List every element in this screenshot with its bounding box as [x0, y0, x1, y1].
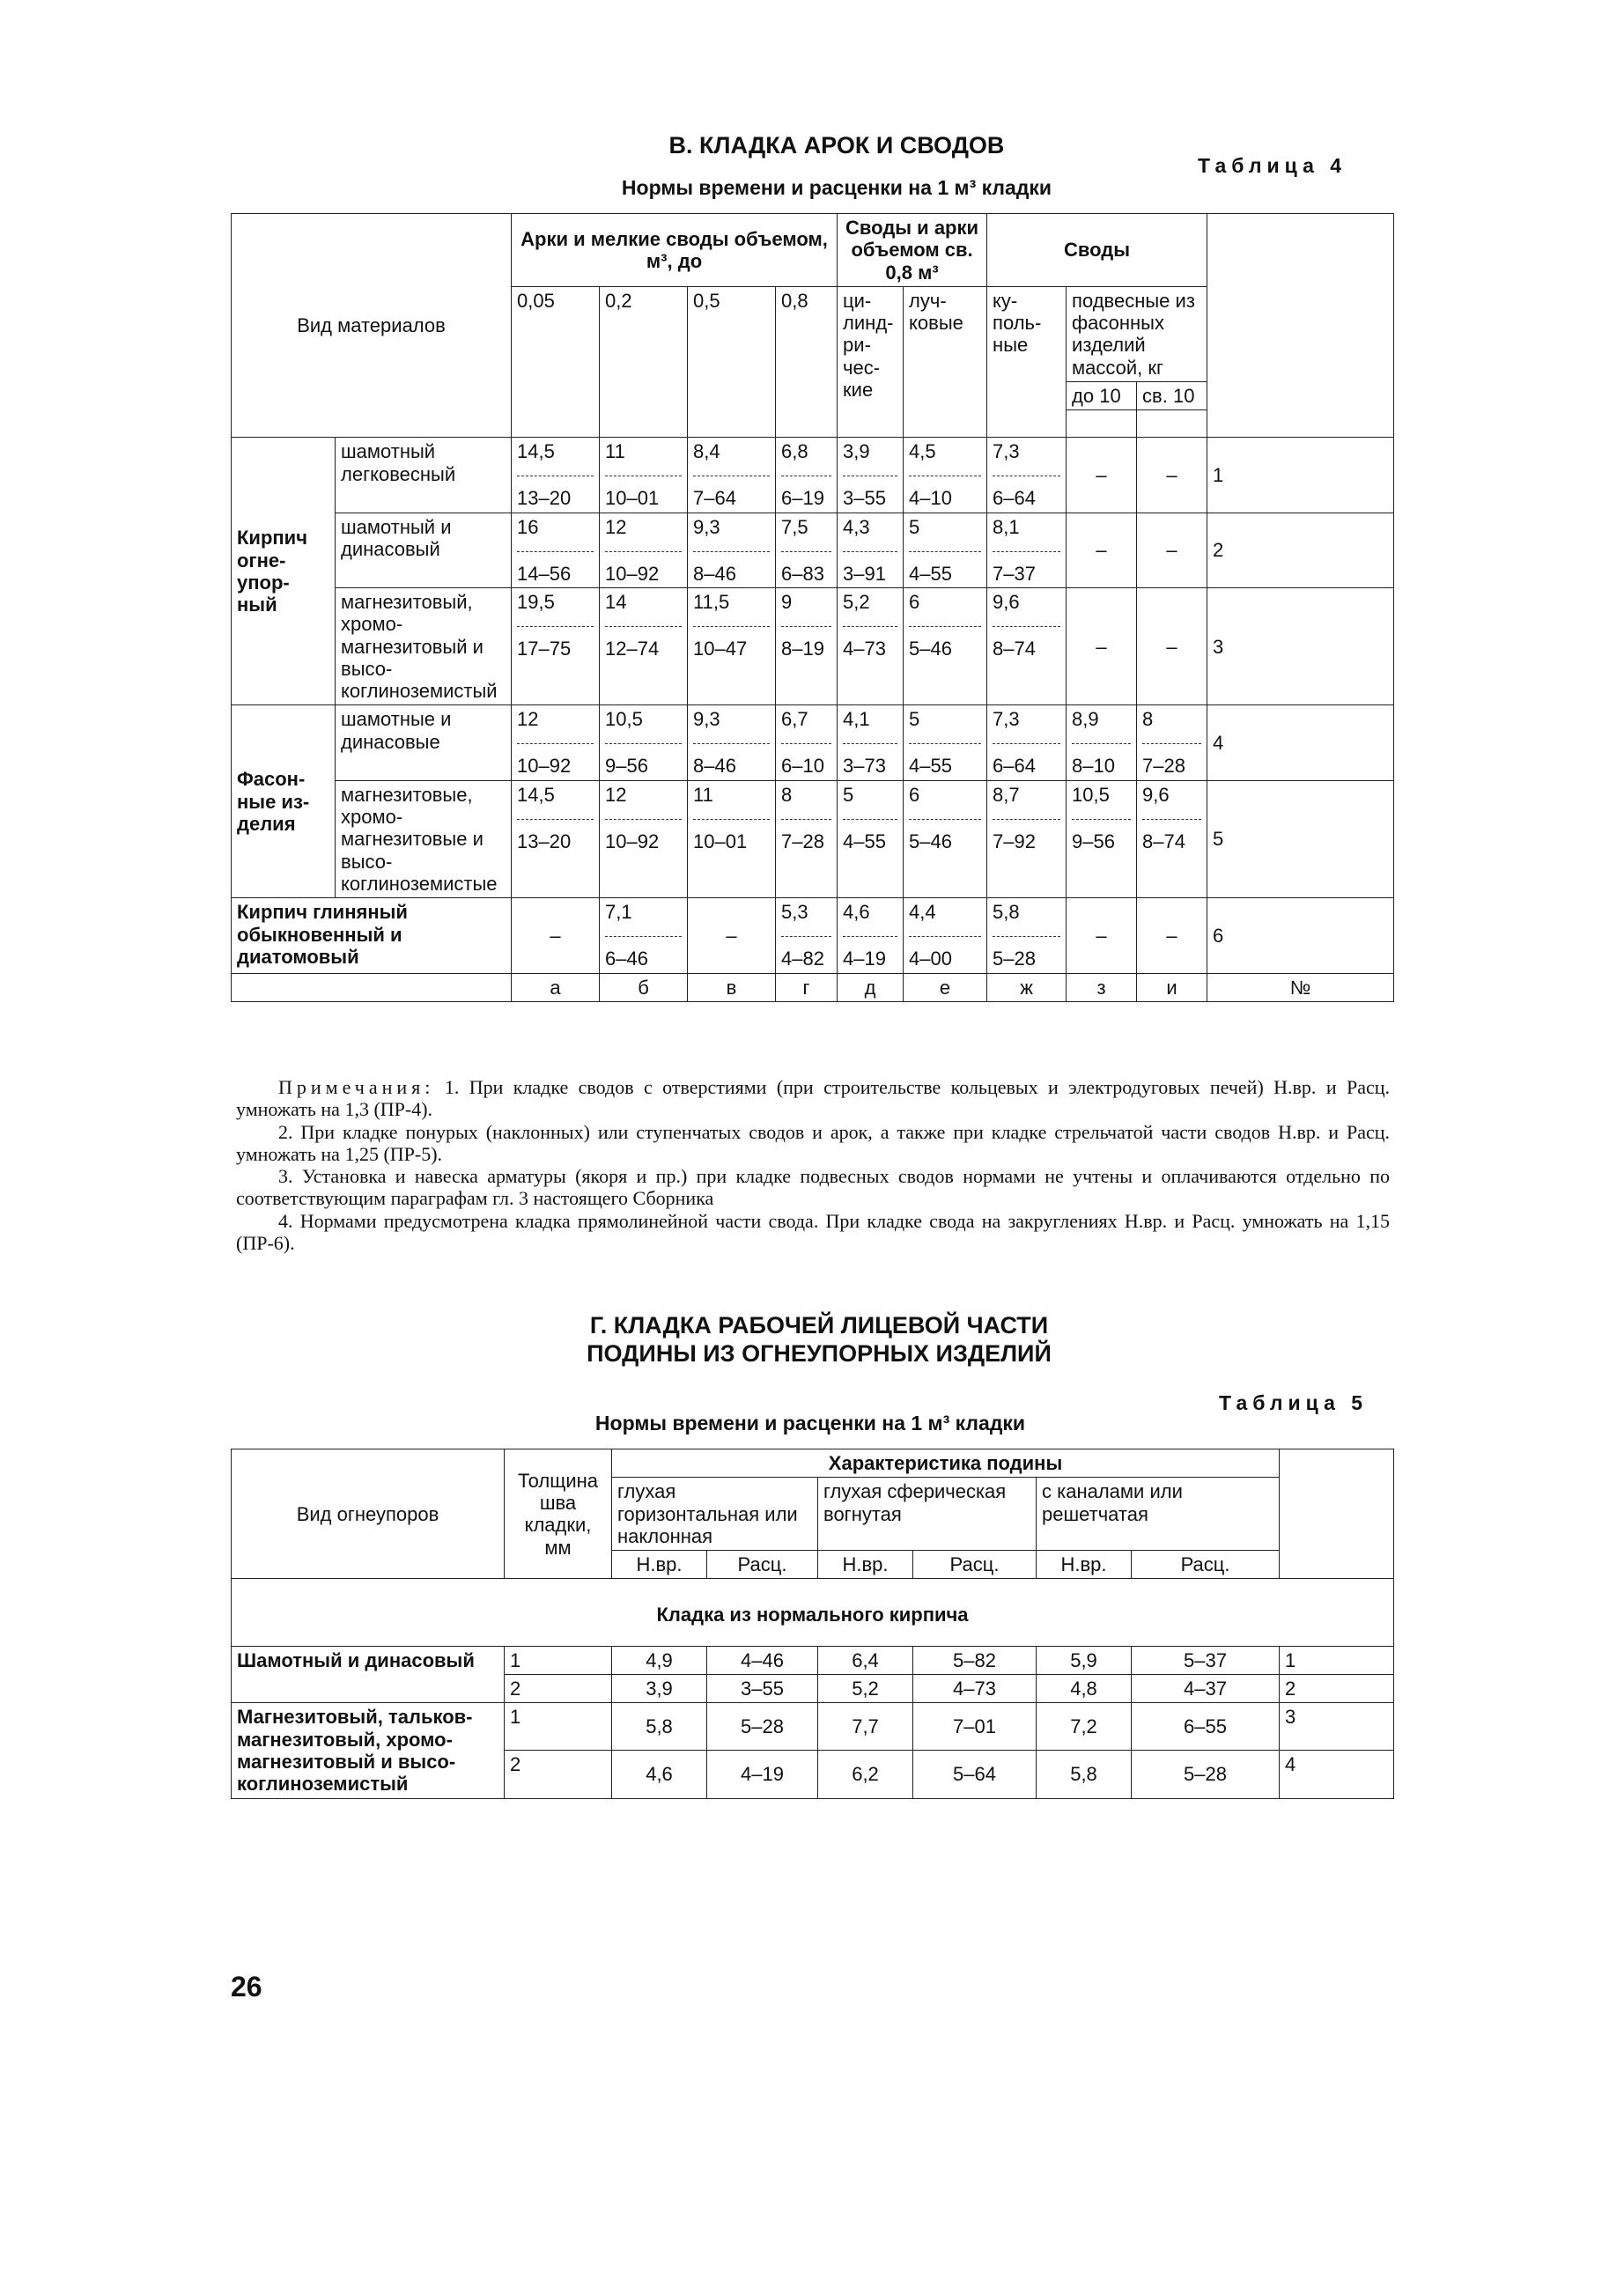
row-number: 4	[1207, 705, 1394, 780]
cell-rate: 3–73	[843, 755, 886, 778]
cell-norm: 3,9	[843, 440, 897, 476]
notes-label: Примечания:	[278, 1076, 435, 1098]
row-number: 2	[1207, 513, 1394, 587]
table-cell: –	[1137, 587, 1207, 704]
table-cell: –	[1137, 898, 1207, 973]
header-02: 0,2	[600, 286, 688, 437]
row-material-name: шамотные и динасовые	[336, 705, 512, 780]
cell-rate: 13–20	[517, 487, 572, 510]
table-cell	[776, 780, 838, 897]
table-cell	[904, 587, 987, 704]
table-5	[231, 1449, 1394, 1799]
table-4	[231, 213, 1394, 1002]
header-dome: ку-поль-ные	[987, 286, 1067, 437]
cell-norm: 16	[517, 516, 594, 552]
cell-rate: 8–74	[993, 637, 1036, 660]
t5-thickness: 1	[505, 1646, 612, 1674]
cell-norm: 8,4	[693, 440, 770, 476]
cell-norm: 9,3	[693, 516, 770, 552]
table5-label: Таблица 5	[1219, 1391, 1369, 1414]
cell-rate: 12–74	[605, 637, 660, 660]
table-cell: –	[1067, 438, 1137, 513]
cell-rate: 17–75	[517, 637, 572, 660]
cell-norm: 4,5	[909, 440, 981, 476]
cell-norm: 8,1	[993, 516, 1060, 552]
cell-rate: 4–55	[843, 830, 886, 852]
cell-norm: 7,5	[781, 516, 831, 552]
header-spacer-2	[1137, 410, 1207, 438]
table-cell	[838, 780, 904, 897]
table-cell: 6,4	[818, 1646, 913, 1674]
cell-rate: 4–82	[781, 948, 824, 970]
cell-norm: 7,3	[993, 440, 1060, 476]
table-cell	[1067, 705, 1137, 780]
row-number: 6	[1207, 898, 1394, 973]
cell-norm: 11	[605, 440, 682, 476]
table-cell	[512, 438, 600, 513]
table-cell	[776, 705, 838, 780]
table-cell: 4–37	[1132, 1675, 1280, 1703]
t5-header-refractory: Вид огнеупоров	[232, 1449, 505, 1579]
table-cell	[600, 705, 688, 780]
table-cell	[688, 513, 776, 587]
cell-rate: 3–91	[843, 562, 886, 585]
cell-norm: 8	[1142, 708, 1201, 744]
cell-rate: 8–46	[693, 755, 736, 778]
cell-rate: 10–92	[605, 562, 660, 585]
t5-rasc-3: Расц.	[1132, 1551, 1280, 1579]
cell-rate: 4–19	[843, 948, 886, 970]
row-number: 4	[1280, 1751, 1394, 1798]
cell-norm: 5	[909, 708, 981, 744]
cell-norm: 14,5	[517, 784, 594, 820]
cell-rate: 10–92	[517, 755, 572, 778]
cell-rate: 6–64	[993, 755, 1036, 778]
table-cell: 4,6	[612, 1751, 707, 1798]
group-brick-refractory: Кирпич огне-упор-ный	[232, 438, 336, 705]
table-row	[232, 587, 1394, 704]
table-row	[232, 513, 1394, 587]
column-letter: ж	[987, 973, 1067, 1001]
column-letter: №	[1207, 973, 1394, 1001]
table-cell	[512, 705, 600, 780]
cell-norm: 11,5	[693, 591, 770, 627]
table-cell	[904, 780, 987, 897]
table-cell	[987, 898, 1067, 973]
cell-rate: 8–46	[693, 562, 736, 585]
t5-thickness: 2	[505, 1675, 612, 1703]
cell-norm: 8	[781, 784, 831, 820]
table-cell: –	[1137, 438, 1207, 513]
table-cell	[904, 513, 987, 587]
t5-nvr-3: Н.вр.	[1037, 1551, 1132, 1579]
header-spacer-1	[1067, 410, 1137, 438]
table-cell: 5–28	[707, 1703, 818, 1751]
column-letter: а	[512, 973, 600, 1001]
cell-norm: 5,3	[781, 901, 831, 937]
table-cell: 4–46	[707, 1646, 818, 1674]
t5-nvr-1: Н.вр.	[612, 1551, 707, 1579]
cell-norm: 4,3	[843, 516, 897, 552]
cell-rate: 6–10	[781, 755, 824, 778]
row-number: 5	[1207, 780, 1394, 897]
cell-norm: 4,6	[843, 901, 897, 937]
row-material-name: магнезитовые, хромо-магнезитовые и высо-коглиноземистые	[336, 780, 512, 897]
t5-thickness: 2	[505, 1751, 612, 1798]
table-cell	[688, 438, 776, 513]
cell-norm: 9,6	[1142, 784, 1201, 820]
table-cell	[776, 587, 838, 704]
table-cell: 7,7	[818, 1703, 913, 1751]
cell-rate: 7–92	[993, 830, 1036, 852]
t5-header-blank	[1280, 1449, 1394, 1579]
table-cell	[838, 587, 904, 704]
table-cell	[776, 438, 838, 513]
table-cell	[776, 513, 838, 587]
row-number: 2	[1280, 1675, 1394, 1703]
cell-rate: 8–10	[1072, 755, 1115, 778]
column-letter: г	[776, 973, 838, 1001]
table-cell: –	[512, 898, 600, 973]
table-cell: 7,2	[1037, 1703, 1132, 1751]
header-08: 0,8	[776, 286, 838, 437]
cell-rate: 10–01	[693, 830, 748, 852]
cell-norm: 6,7	[781, 708, 831, 744]
table-cell	[1137, 705, 1207, 780]
cell-norm: 9,6	[993, 591, 1060, 627]
table-cell	[838, 513, 904, 587]
table-cell: 5–82	[913, 1646, 1037, 1674]
table-cell	[600, 898, 688, 973]
table-cell	[600, 587, 688, 704]
cell-norm: 5	[909, 516, 981, 552]
table4-label: Таблица 4	[1198, 154, 1347, 177]
table-cell	[1137, 780, 1207, 897]
table-cell	[987, 438, 1067, 513]
cell-norm: 14,5	[517, 440, 594, 476]
table-cell	[838, 438, 904, 513]
cell-norm: 6,8	[781, 440, 831, 476]
cell-rate: 4–00	[909, 948, 952, 970]
cell-rate: 9–56	[1072, 830, 1115, 852]
table-cell: –	[1137, 513, 1207, 587]
header-005: 0,05	[512, 286, 600, 437]
section-g-title-2: ПОДИНЫ ИЗ ОГНЕУПОРНЫХ ИЗДЕЛИЙ	[587, 1340, 1052, 1367]
table-cell: 3–55	[707, 1675, 818, 1703]
table-cell	[600, 438, 688, 513]
table-cell: 5,8	[612, 1703, 707, 1751]
letters-blank	[232, 973, 512, 1001]
table-cell	[688, 780, 776, 897]
cell-rate: 5–46	[909, 637, 952, 660]
table-cell	[838, 898, 904, 973]
table-row	[232, 1646, 1394, 1674]
cell-rate: 8–19	[781, 637, 824, 660]
cell-norm: 7,1	[605, 901, 682, 937]
cell-norm: 12	[517, 708, 594, 744]
cell-norm: 9,3	[693, 708, 770, 744]
table-cell	[776, 898, 838, 973]
table-cell: 4,9	[612, 1646, 707, 1674]
row-number: 1	[1207, 438, 1394, 513]
t5-group-magnesite: Магнезитовый, тальков-магнезитовый, хромо-магнезитовый и высо-коглиноземистый	[232, 1703, 505, 1798]
t5-header-channels: с каналами или решетчатая	[1037, 1478, 1280, 1551]
table-cell: 6–55	[1132, 1703, 1280, 1751]
table-cell	[904, 438, 987, 513]
cell-rate: 14–56	[517, 562, 572, 585]
t5-thickness: 1	[505, 1703, 612, 1751]
cell-rate: 6–46	[605, 948, 648, 970]
table-cell: 5–64	[913, 1751, 1037, 1798]
cell-norm: 19,5	[517, 591, 594, 627]
table-cell	[1067, 780, 1137, 897]
t5-group-shamotte: Шамотный и динасовый	[232, 1646, 505, 1703]
cell-norm: 5,8	[993, 901, 1060, 937]
table-cell: 4–19	[707, 1751, 818, 1798]
table-cell: –	[688, 898, 776, 973]
cell-rate: 3–55	[843, 487, 886, 510]
cell-rate: 10–01	[605, 487, 660, 510]
t5-header-characteristic: Характеристика подины	[612, 1449, 1280, 1478]
cell-norm: 4,4	[909, 901, 981, 937]
header-arches: Арки и мелкие своды объемом, м³, до	[512, 214, 838, 287]
note-4: 4. Нормами предусмотрена кладка прямолинейной части свода. При кладке свода на закруглениях Н.вр. и Расц. умножать на 1,15 (ПР-6).	[236, 1209, 1390, 1255]
cell-norm: 11	[693, 784, 770, 820]
cell-norm: 4,1	[843, 708, 897, 744]
table-cell	[987, 705, 1067, 780]
row-number: 3	[1280, 1703, 1394, 1751]
table-cell	[838, 705, 904, 780]
row-material-name: магнезитовый, хромо-магнезитовый и высо-коглиноземистый	[336, 587, 512, 704]
header-material: Вид материалов	[232, 214, 512, 438]
cell-rate: 6–83	[781, 562, 824, 585]
table-cell: 5,8	[1037, 1751, 1132, 1798]
cell-rate: 4–73	[843, 637, 886, 660]
table-row	[232, 705, 1394, 780]
cell-rate: 4–55	[909, 562, 952, 585]
t5-rasc-1: Расц.	[707, 1551, 818, 1579]
header-upto10: до 10	[1067, 382, 1137, 410]
t5-header-flat: глухая горизонтальная или наклонная	[612, 1478, 818, 1551]
cell-rate: 5–28	[993, 948, 1036, 970]
header-ray: луч-ковые	[904, 286, 987, 437]
header-blank	[1207, 214, 1394, 438]
table-cell: 5,9	[1037, 1646, 1132, 1674]
column-letter: и	[1137, 973, 1207, 1001]
column-letter: б	[600, 973, 688, 1001]
table-cell: 4,8	[1037, 1675, 1132, 1703]
note-3: 3. Установка и навеска арматуры (якоря и пр.) при кладке подвесных сводов нормами не учтены и оплачиваются отдельно по соответствующим параграфам гл. 3 настоящего Сборника	[236, 1165, 1390, 1210]
table-cell	[512, 513, 600, 587]
section-v-title: В. КЛАДКА АРОК И СВОДОВ	[668, 132, 1005, 159]
row-material-name: шамотный и динасовый	[336, 513, 512, 587]
t5-subhead: Кладка из нормального кирпича	[232, 1579, 1394, 1646]
cell-norm: 10,5	[605, 708, 682, 744]
column-letter: д	[838, 973, 904, 1001]
cell-rate: 5–46	[909, 830, 952, 852]
table-cell: –	[1067, 513, 1137, 587]
cell-norm: 10,5	[1072, 784, 1131, 820]
table-cell: –	[1067, 587, 1137, 704]
cell-norm: 14	[605, 591, 682, 627]
table-cell: 4–73	[913, 1675, 1037, 1703]
table-cell: 7–01	[913, 1703, 1037, 1751]
header-vaults: Своды	[987, 214, 1207, 287]
note-1: 1. При кладке сводов с отверстиями (при строительстве кольцевых и электродуговых печей) Н.вр. и Расц. умножать на 1,3 (ПР-4).	[236, 1076, 1391, 1121]
cell-rate: 7–28	[781, 830, 824, 852]
header-cylindrical: ци-линд-ри-чес-кие	[838, 286, 904, 437]
cell-rate: 7–37	[993, 562, 1036, 585]
row-number: 3	[1207, 587, 1394, 704]
cell-rate: 13–20	[517, 830, 572, 852]
cell-rate: 7–28	[1142, 755, 1185, 778]
group-shaped: Фасон-ные из-делия	[232, 705, 336, 898]
cell-norm: 5	[843, 784, 897, 820]
table5-subtitle: Нормы времени и расценки на 1 м³ кладки	[594, 1412, 1026, 1435]
table-cell: 3,9	[612, 1675, 707, 1703]
section-g-title-1: Г. КЛАДКА РАБОЧЕЙ ЛИЦЕВОЙ ЧАСТИ	[589, 1312, 1049, 1339]
t5-rasc-2: Расц.	[913, 1551, 1037, 1579]
note-2: 2. При кладке понурых (наклонных) или ступенчатых сводов и арок, а также при кладке стрельчатой части сводов Н.вр. и Расц. умножать на 1,25 (ПР-5).	[236, 1120, 1390, 1165]
cell-rate: 6–64	[993, 487, 1036, 510]
table-cell	[512, 780, 600, 897]
header-over10: св. 10	[1137, 382, 1207, 410]
row-number: 1	[1280, 1646, 1394, 1674]
column-letter: з	[1067, 973, 1137, 1001]
table-cell	[987, 780, 1067, 897]
table-cell: 5,2	[818, 1675, 913, 1703]
cell-rate: 8–74	[1142, 830, 1185, 852]
cell-norm: 8,9	[1072, 708, 1131, 744]
table-cell	[600, 513, 688, 587]
table-cell	[904, 898, 987, 973]
header-vaults-over: Своды и арки объемом св. 0,8 м³	[838, 214, 987, 287]
t5-header-spherical: глухая сферическая вогнутая	[818, 1478, 1037, 1551]
cell-norm: 12	[605, 516, 682, 552]
header-hanging: подвесные из фасонных изделий массой, кг	[1067, 286, 1207, 381]
cell-rate: 7–64	[693, 487, 736, 510]
table-row	[232, 780, 1394, 897]
cell-rate: 6–19	[781, 487, 824, 510]
cell-norm: 8,7	[993, 784, 1060, 820]
t5-header-thickness: Толщина шва кладки, мм	[505, 1449, 612, 1579]
column-letter: в	[688, 973, 776, 1001]
table-cell	[987, 513, 1067, 587]
group-clay-brick: Кирпич глиняный обыкновенный и диатомовый	[232, 898, 512, 973]
table-row	[232, 898, 1394, 973]
header-05: 0,5	[688, 286, 776, 437]
t5-nvr-2: Н.вр.	[818, 1551, 913, 1579]
cell-rate: 4–10	[909, 487, 952, 510]
table-cell	[688, 587, 776, 704]
table-cell	[904, 705, 987, 780]
table-cell	[600, 780, 688, 897]
cell-rate: 10–47	[693, 637, 748, 660]
table4-subtitle: Нормы времени и расценки на 1 м³ кладки	[621, 176, 1052, 199]
column-letter: е	[904, 973, 987, 1001]
cell-norm: 6	[909, 784, 981, 820]
table-cell: 5–28	[1132, 1751, 1280, 1798]
cell-norm: 5,2	[843, 591, 897, 627]
cell-norm: 7,3	[993, 708, 1060, 744]
cell-rate: 4–55	[909, 755, 952, 778]
table-row	[232, 1703, 1394, 1751]
table-cell: –	[1067, 898, 1137, 973]
table-cell: 6,2	[818, 1751, 913, 1798]
row-material-name: шамотный легковесный	[336, 438, 512, 513]
cell-norm: 9	[781, 591, 831, 627]
table-cell	[688, 705, 776, 780]
cell-rate: 9–56	[605, 755, 648, 778]
table-cell	[512, 587, 600, 704]
table-cell: 5–37	[1132, 1646, 1280, 1674]
table-cell	[987, 587, 1067, 704]
cell-rate: 10–92	[605, 830, 660, 852]
table-row	[232, 438, 1394, 513]
notes-block	[236, 1076, 1390, 1254]
cell-norm: 6	[909, 591, 981, 627]
cell-norm: 12	[605, 784, 682, 820]
page-number: 26	[231, 1971, 262, 2002]
